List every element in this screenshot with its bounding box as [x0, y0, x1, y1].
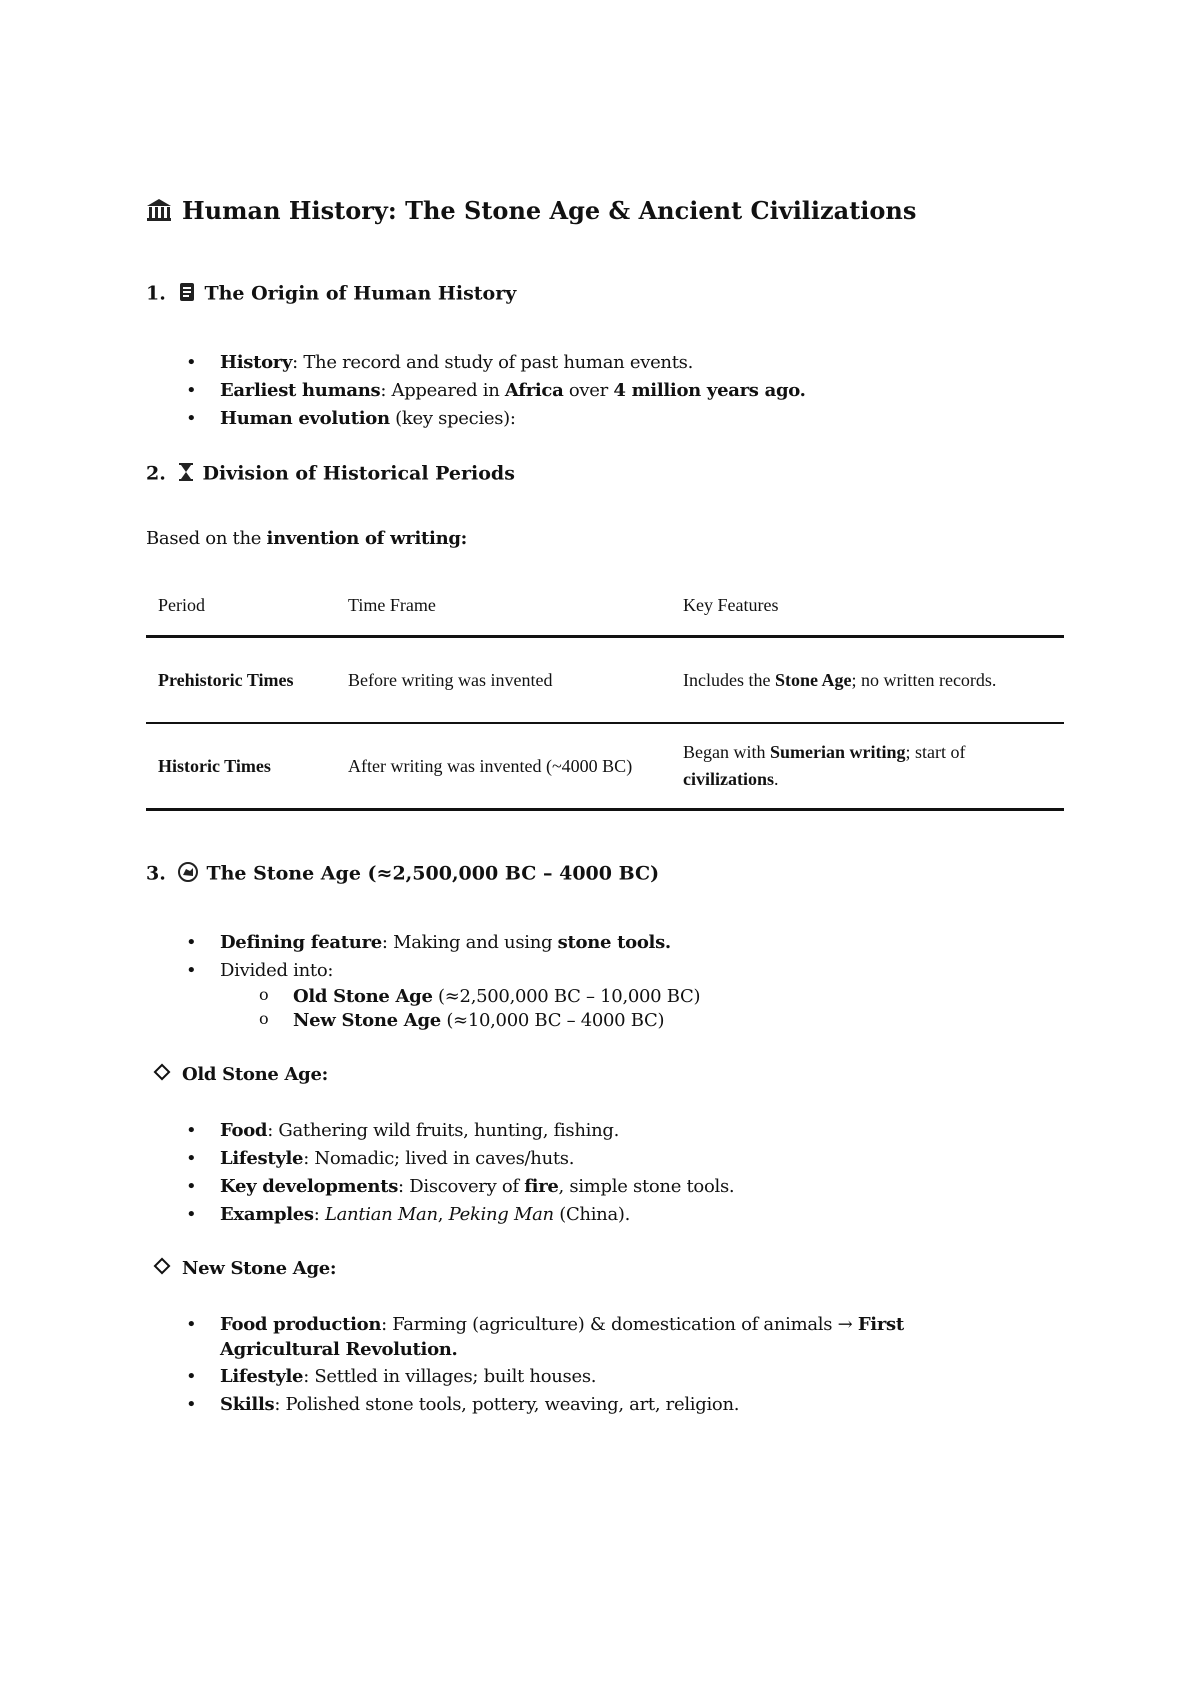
list-item: • Examples: Lantian Man, Peking Man (China). — [220, 1204, 630, 1225]
list-item: • Food production: Farming (agriculture) & domestication of animals → First — [220, 1314, 904, 1335]
classical-building-icon — [146, 198, 172, 228]
list-item-continuation: Agricultural Revolution. — [220, 1339, 458, 1360]
section-2-heading — [146, 462, 515, 487]
table-row — [146, 723, 1064, 810]
old-stone-age-heading: Old Stone Age: — [156, 1064, 328, 1085]
hourglass-icon — [178, 462, 194, 487]
period-cell: Prehistoric Times — [158, 669, 294, 690]
list-item: • Defining feature: Making and using stone tools. — [220, 932, 671, 953]
features-cell: Includes the Stone Age; no written records. — [683, 669, 997, 690]
list-item: • Skills: Polished stone tools, pottery, weaving, art, religion. — [220, 1394, 739, 1415]
section-title: The Origin of Human History — [204, 282, 517, 305]
new-stone-age-heading: New Stone Age: — [156, 1258, 336, 1279]
diamond-icon — [154, 1258, 171, 1275]
section-1-heading — [146, 282, 516, 307]
column-header: Period — [158, 594, 205, 615]
list-item: • Divided into: — [220, 960, 333, 981]
title-text: Human History: The Stone Age & Ancient Civilizations — [182, 196, 917, 225]
list-item: • Lifestyle: Nomadic; lived in caves/huts. — [220, 1148, 574, 1169]
scroll-icon — [178, 282, 196, 307]
section-number: 2. — [146, 462, 166, 485]
column-header: Key Features — [683, 594, 779, 615]
list-item: • Lifestyle: Settled in villages; built houses. — [220, 1366, 596, 1387]
list-item: • History: The record and study of past human events. — [220, 352, 693, 373]
diamond-icon — [154, 1064, 171, 1081]
section-number: 1. — [146, 282, 166, 305]
periods-table — [146, 575, 1064, 811]
table-row — [146, 637, 1064, 724]
section-title: The Stone Age (≈2,500,000 BC – 4000 BC) — [206, 862, 660, 885]
features-cell: Began with Sumerian writing; start of civilizations. — [683, 742, 966, 789]
section-3-heading — [146, 862, 659, 887]
section-2-intro: Based on the invention of writing: — [146, 528, 467, 549]
section-title: Division of Historical Periods — [202, 462, 515, 485]
list-item: • Food: Gathering wild fruits, hunting, fishing. — [220, 1120, 619, 1141]
section-number: 3. — [146, 862, 166, 885]
list-item: • Human evolution (key species): — [220, 408, 516, 429]
timeframe-cell: After writing was invented (~4000 BC) — [348, 755, 633, 776]
column-header: Time Frame — [348, 594, 436, 615]
sub-list-item: o Old Stone Age (≈2,500,000 BC – 10,000 BC) — [293, 986, 700, 1007]
list-item: • Key developments: Discovery of fire, simple stone tools. — [220, 1176, 734, 1197]
sub-list-item: o New Stone Age (≈10,000 BC – 4000 BC) — [293, 1010, 664, 1031]
timeframe-cell: Before writing was invented — [348, 669, 553, 690]
period-cell: Historic Times — [158, 755, 271, 776]
list-item: • Earliest humans: Appeared in Africa over 4 million years ago. — [220, 380, 806, 401]
page-title — [146, 196, 916, 228]
table-header-row — [146, 575, 1064, 637]
rock-icon — [178, 862, 198, 887]
